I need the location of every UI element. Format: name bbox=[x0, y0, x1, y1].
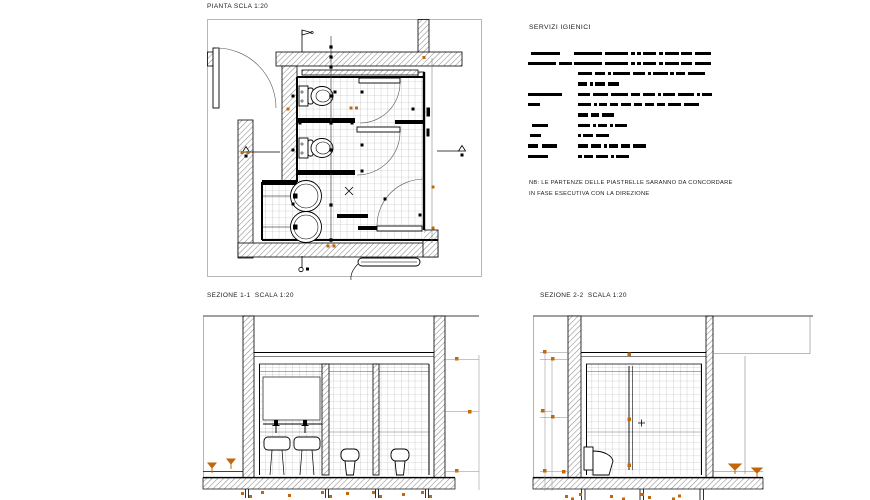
section1-title: SEZIONE 1-1 SCALA 1:20 bbox=[207, 292, 294, 299]
entry-door-leaf bbox=[213, 48, 219, 108]
s2-context-lines bbox=[713, 316, 810, 474]
datum-marker-icon bbox=[299, 256, 309, 272]
legend-note-line2: IN FASE ESECUTIVA CON LA DIREZIONE bbox=[529, 191, 650, 197]
s1-left-wall bbox=[243, 316, 254, 478]
s2-floor-slab bbox=[533, 478, 763, 489]
s1-pipes bbox=[246, 489, 429, 498]
s1-dimension-lines bbox=[445, 355, 479, 490]
legend-note-line1: NB: LE PARTENZE DELLE PIASTRELLE SARANNO DA CONCORDARE bbox=[529, 180, 733, 186]
s1-right-wall bbox=[434, 316, 445, 478]
s1-floor-slab bbox=[203, 478, 455, 489]
section-2-2-drawing bbox=[533, 316, 813, 500]
level-flag-icon bbox=[302, 30, 313, 52]
plan-title: PIANTA SCLA 1:20 bbox=[207, 3, 269, 10]
mirror bbox=[263, 377, 320, 420]
s1-partition-1 bbox=[322, 364, 329, 475]
cut-marker-1-1-right bbox=[437, 146, 466, 157]
s1-partition-2 bbox=[373, 364, 379, 475]
legend-title: SERVIZI IGIENICI bbox=[529, 24, 591, 31]
plan-drawing bbox=[208, 20, 482, 281]
section2-title: SEZIONE 2-2 SCALA 1:20 bbox=[540, 292, 627, 299]
section-1-1-drawing bbox=[203, 316, 479, 498]
plan-bench bbox=[337, 214, 368, 218]
s2-left-wall bbox=[568, 316, 581, 478]
entry-door-swing bbox=[216, 48, 276, 108]
s2-right-wall bbox=[706, 316, 713, 478]
